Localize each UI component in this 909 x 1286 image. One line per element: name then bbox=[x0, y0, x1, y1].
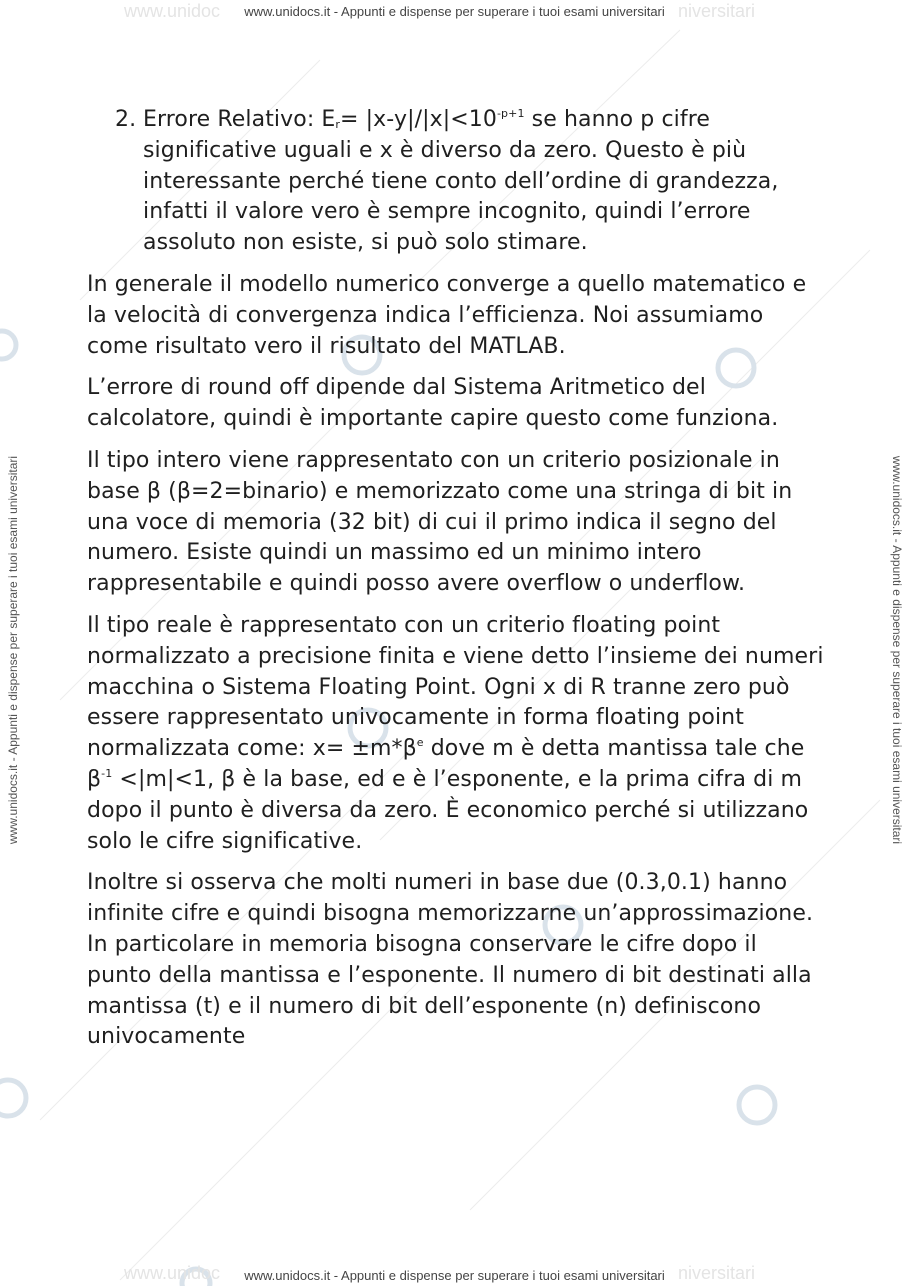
subscript-r: r bbox=[335, 118, 341, 131]
paragraph-convergence: In generale il modello numerico converge a quello matematico e la velocità di convergenza indica l’efficienza. Noi assumiamo come risultato vero il risultato del MATLAB. bbox=[87, 271, 807, 359]
paragraph-integer-type: Il tipo intero viene rappresentato con un criterio posizionale in base β (β=2=binario) e memorizzato come una stringa di bit in una voce di memoria (32 bit) di cui il primo indica il segno del numero. Esiste quindi un massimo ed un minimo intero rappresentabile e quindi posso avere overflow o underflow. bbox=[87, 447, 793, 597]
document-body bbox=[87, 105, 827, 1064]
item-text: Errore Relativo: E bbox=[143, 107, 336, 132]
text: <|m|<1, β è la base, ed e è l’esponente, e la prima cifra di m dopo il punto è diversa da zero. È economico perché si utilizzano solo le cifre significative. bbox=[87, 766, 809, 854]
item-text: se hanno p cifre significative uguali e x è diverso da zero. Questo è più interessante perché tiene conto dell’ordine di grandezza, infatti il valore vero è sempre incognito, quindi l’errore assoluto non esiste, si può solo stimare. bbox=[143, 107, 779, 256]
exponent: e bbox=[416, 736, 424, 750]
list-number: 2. bbox=[115, 107, 137, 132]
watermark-side-right: www.unidocs.it - Appunti e dispense per superare i tuoi esami universitari bbox=[890, 455, 904, 845]
watermark-footer: www.unidocs.it - Appunti e dispense per superare i tuoi esami universitari bbox=[244, 1268, 665, 1283]
text: dove m è detta mantissa tale che β bbox=[87, 736, 805, 792]
list-item-relative-error bbox=[87, 105, 827, 259]
watermark-ghost-right-bottom: niversitari bbox=[678, 1263, 756, 1283]
paragraph-real-type bbox=[87, 611, 827, 857]
watermark-side-left: www.unidocs.it - Appunti e dispense per superare i tuoi esami universitari bbox=[6, 455, 20, 845]
watermark-ghost-right: niversitari bbox=[678, 1, 756, 21]
exponent: -1 bbox=[101, 766, 113, 780]
watermark-header: www.unidocs.it - Appunti e dispense per superare i tuoi esami universitari bbox=[244, 4, 665, 19]
watermark-ghost-left: www.unidoc bbox=[124, 1, 221, 21]
watermark-ghost-left-bottom: www.unidoc bbox=[124, 1263, 221, 1283]
item-text: = |x-y|/|x|<10 bbox=[340, 107, 497, 132]
paragraph-binary-approximation: Inoltre si osserva che molti numeri in base due (0.3,0.1) hanno infinite cifre e quindi bisogna memorizzarne un’approssimazione. In particolare in memoria bisogna conservare le cifre dopo il punto della mantissa e l’esponente. Il numero di bit destinati alla mantissa (t) e il numero di bit dell’esponente (n) definiscono univocamente bbox=[87, 870, 814, 1050]
paragraph-round-off: L’errore di round off dipende dal Sistema Aritmetico del calcolatore, quindi è importante capire questo come funziona. bbox=[87, 375, 779, 432]
exponent: -p+1 bbox=[496, 107, 525, 120]
text: Il tipo reale è rappresentato con un criterio floating point normalizzato a precisione finita e viene detto l’insieme dei numeri macchina o Sistema Floating Point. Ogni x di R tranne zero può essere rappresentato univocamente in forma floating point normalizzata come: x= ±m*β bbox=[87, 612, 824, 762]
